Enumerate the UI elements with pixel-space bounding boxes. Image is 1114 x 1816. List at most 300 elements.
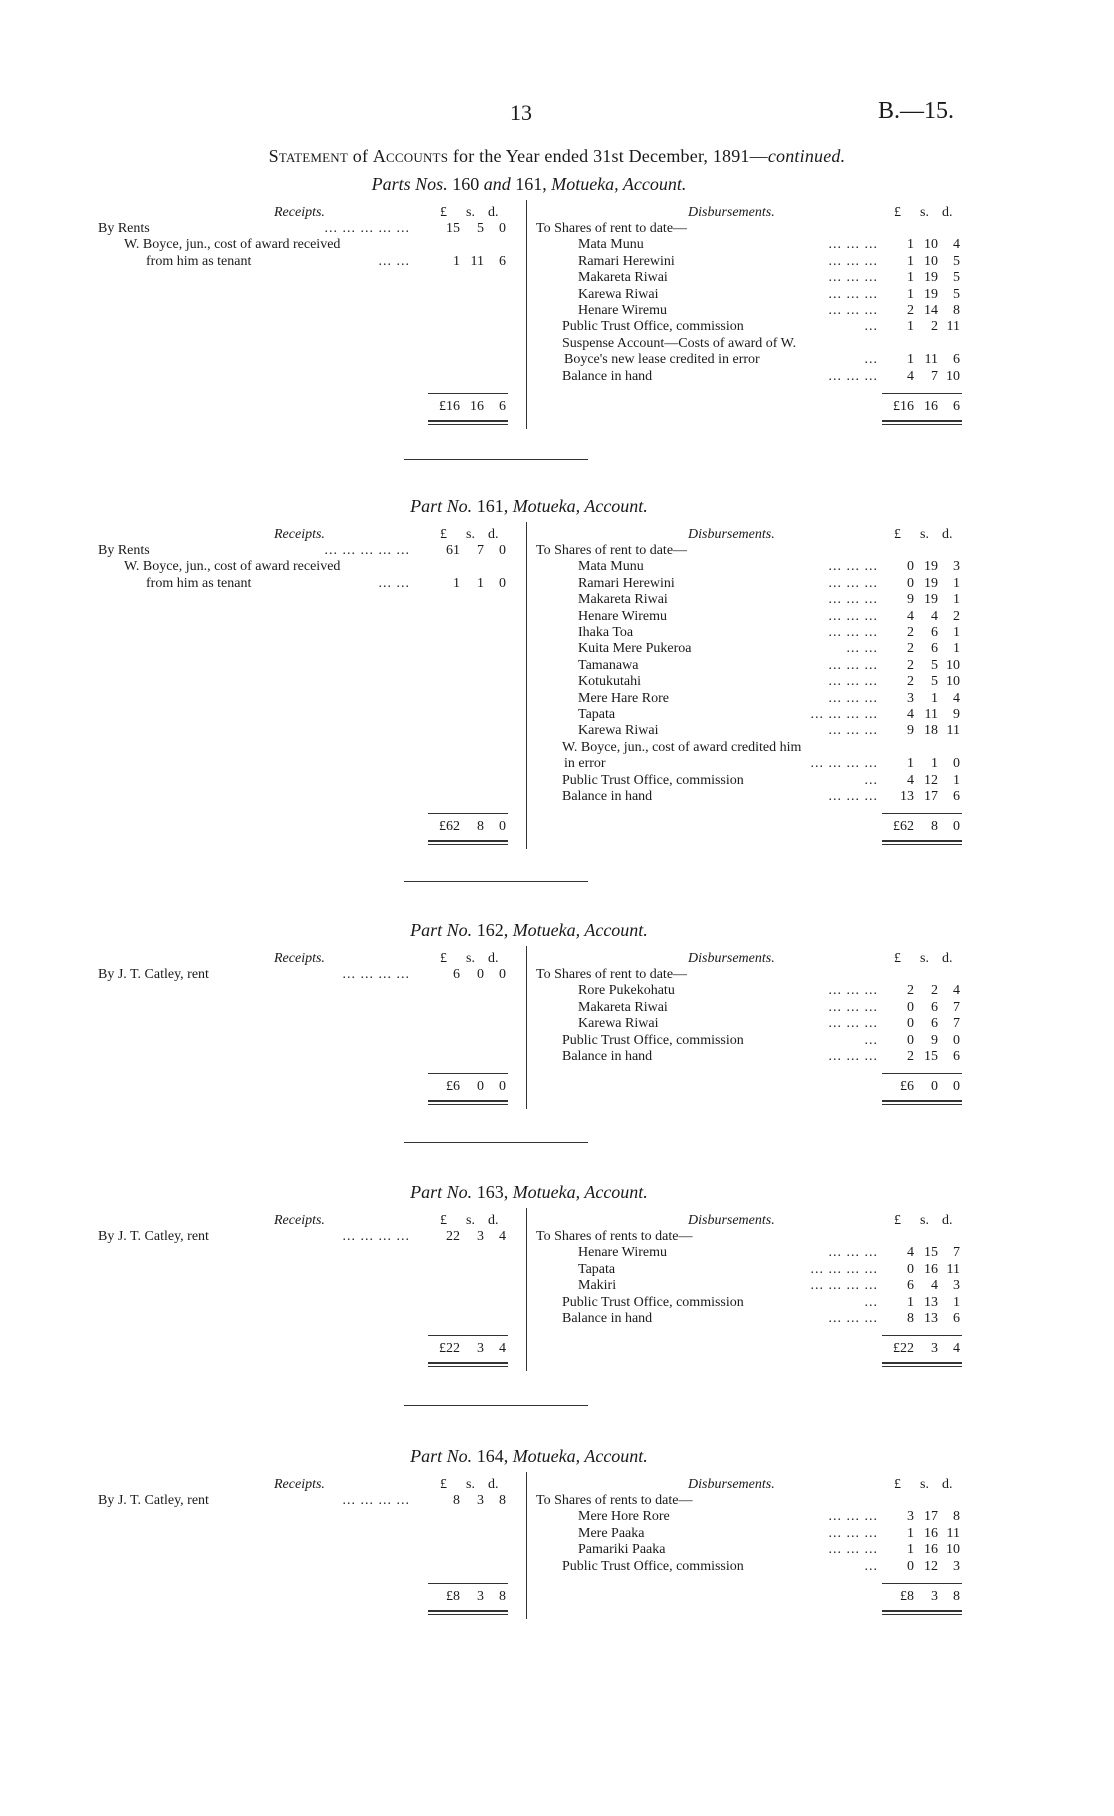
leader-dots: ... ... ... <box>828 559 878 575</box>
disbursements-total-pounds: £62 <box>893 819 914 834</box>
double-rule <box>428 1366 508 1367</box>
disbursement-amount-pence: 3 <box>953 1278 960 1294</box>
receipts-header: Receipts. <box>274 1477 325 1492</box>
disbursement-amount-shillings: 1 <box>931 756 938 772</box>
disbursement-amount-pence: 9 <box>953 707 960 722</box>
leader-dots: ... ... ... <box>828 789 878 804</box>
disbursement-amount-pence: 4 <box>953 690 960 706</box>
pence-heading: d. <box>942 1477 953 1492</box>
disbursement-amount-pounds: 13 <box>900 789 914 804</box>
section-title-suffix: Motueka, Account. <box>512 1446 648 1466</box>
section-title-suffix: Motueka, Account. <box>512 920 648 940</box>
receipt-amount-pounds: 1 <box>453 575 460 591</box>
leader-dots: ... <box>864 1294 878 1310</box>
pound-heading: £ <box>894 527 901 542</box>
section-title-suffix: Motueka, Account. <box>512 1182 648 1202</box>
column-divider <box>526 200 527 429</box>
receipt-amount-pence: 0 <box>499 221 506 236</box>
disbursement-amount <box>884 303 960 319</box>
disbursement-amount-pounds: 9 <box>907 592 914 608</box>
disbursements-total <box>884 399 960 415</box>
disbursement-amount-pence: 5 <box>953 286 960 302</box>
disbursement-amount-pence: 7 <box>953 999 960 1015</box>
disbursement-amount <box>884 773 960 789</box>
disbursement-amount-pence: 2 <box>953 608 960 624</box>
double-rule <box>428 1104 508 1105</box>
receipts-header: Receipts. <box>274 205 325 220</box>
disbursement-amount-pounds: 1 <box>907 286 914 302</box>
disbursements-total <box>884 819 960 835</box>
receipt-amount <box>430 559 506 575</box>
title-word-statement: Statement <box>268 146 349 166</box>
shilling-heading: s. <box>920 1213 929 1228</box>
disbursement-amount-pounds: 4 <box>907 1245 914 1261</box>
shilling-heading: s. <box>466 1213 475 1228</box>
disbursement-amount-pence: 6 <box>953 1311 960 1326</box>
disbursements-total-shillings: 3 <box>931 1341 938 1356</box>
total-rule <box>428 1583 508 1584</box>
leader-dots: ... ... ... ... ... <box>324 221 410 236</box>
disbursement-amount <box>884 641 960 657</box>
double-rule <box>428 420 508 422</box>
disbursement-amount-pence: 4 <box>953 237 960 253</box>
leader-dots: ... ... ... <box>828 608 878 624</box>
disbursement-amount-shillings: 2 <box>931 983 938 999</box>
disbursements-header: Disbursements. <box>688 1477 775 1492</box>
disbursement-amount <box>884 707 960 723</box>
receipts-header: Receipts. <box>274 951 325 966</box>
disbursement-amount-shillings: 19 <box>924 559 938 575</box>
disbursement-amount <box>884 625 960 641</box>
disbursement-amount-pounds: 0 <box>907 1032 914 1048</box>
disbursement-amount <box>884 740 960 756</box>
section-separator <box>404 1405 588 1406</box>
disbursement-amount-pence: 1 <box>953 1294 960 1310</box>
disbursement-amount-pence: 11 <box>946 1261 960 1277</box>
receipt-label: W. Boyce, jun., cost of award received <box>124 237 341 253</box>
pound-heading: £ <box>894 1213 901 1228</box>
section-title-number: 161, <box>476 496 509 516</box>
receipts-currency-header <box>428 527 504 543</box>
double-rule <box>882 1104 962 1105</box>
leader-dots: ... <box>864 352 878 368</box>
disbursement-label: Mata Munu <box>578 237 644 253</box>
disbursement-amount-shillings: 5 <box>931 674 938 690</box>
disbursement-amount-pounds: 4 <box>907 707 914 722</box>
disbursements-total-shillings: 0 <box>931 1079 938 1094</box>
section-title-number: 164, <box>476 1446 509 1466</box>
receipts-currency-header <box>428 951 504 967</box>
disbursement-amount <box>884 691 960 707</box>
disbursement-amount-pounds: 4 <box>907 772 914 788</box>
pence-heading: d. <box>942 951 953 966</box>
leader-dots: ... ... ... ... <box>342 967 410 982</box>
column-divider <box>526 1472 527 1619</box>
disbursement-amount-shillings: 15 <box>924 1049 938 1064</box>
disbursement-label: Balance in hand <box>562 1049 653 1064</box>
section-title-number-2: 161, <box>515 174 547 194</box>
disbursements-total-shillings: 3 <box>931 1588 938 1604</box>
receipt-amount-pounds: 22 <box>446 1229 460 1244</box>
disbursement-label: W. Boyce, jun., cost of award credited him <box>562 739 802 755</box>
pence-heading: d. <box>488 527 499 542</box>
receipts-header: Receipts. <box>274 1213 325 1228</box>
leader-dots: ... ... ... <box>828 625 878 640</box>
receipt-label: from him as tenant <box>146 253 252 269</box>
receipt-amount <box>430 237 506 253</box>
receipt-amount <box>430 254 506 270</box>
leader-dots: ... <box>864 772 878 788</box>
disbursement-label: Karewa Riwai <box>578 1016 659 1032</box>
leader-dots: ... ... ... <box>828 1525 878 1541</box>
section-title-suffix: Motueka, Account. <box>551 174 687 194</box>
disbursement-amount-pence: 10 <box>946 657 960 673</box>
disbursement-amount-pounds: 3 <box>907 1509 914 1525</box>
disbursement-label: Tapata <box>578 707 616 722</box>
disbursement-amount-pounds: 2 <box>907 983 914 999</box>
disbursements-header: Disbursements. <box>688 527 775 542</box>
disbursement-amount <box>884 1033 960 1049</box>
receipts-total-pence: 4 <box>499 1341 506 1356</box>
disbursement-amount-shillings: 19 <box>924 270 938 286</box>
column-divider <box>526 946 527 1109</box>
receipt-amount <box>430 967 506 983</box>
receipts-total <box>430 1079 506 1095</box>
title-of: of <box>348 146 373 166</box>
disbursement-amount-pounds: 1 <box>907 756 914 772</box>
disbursement-amount-pounds: 8 <box>907 1311 914 1326</box>
leader-dots: ... ... ... <box>828 575 878 591</box>
disbursement-amount-pence: 10 <box>946 1542 960 1558</box>
disbursement-amount <box>884 254 960 270</box>
section-title-number: 163, <box>476 1182 509 1202</box>
receipt-amount-shillings: 0 <box>477 967 484 982</box>
disbursement-amount-pence: 6 <box>953 789 960 804</box>
disbursement-label: Public Trust Office, commission <box>562 1558 744 1574</box>
disbursement-label: Balance in hand <box>562 1311 653 1326</box>
receipt-amount-shillings: 3 <box>477 1493 484 1508</box>
disbursement-amount <box>884 1000 960 1016</box>
disbursement-amount <box>884 723 960 739</box>
receipts-currency-header <box>428 205 504 221</box>
leader-dots: ... <box>864 1032 878 1048</box>
disbursement-label: To Shares of rents to date— <box>536 1493 693 1508</box>
double-rule <box>882 840 962 842</box>
disbursement-amount-pounds: 0 <box>907 559 914 575</box>
double-rule <box>428 844 508 845</box>
disbursement-label: Henare Wiremu <box>578 303 667 318</box>
disbursement-amount-shillings: 19 <box>924 592 938 608</box>
pound-heading: £ <box>440 1213 447 1228</box>
receipts-total <box>430 819 506 835</box>
disbursement-amount <box>884 1509 960 1525</box>
receipt-label: W. Boyce, jun., cost of award received <box>124 559 341 575</box>
disbursements-total-shillings: 8 <box>931 819 938 834</box>
receipt-amount-pence: 8 <box>499 1493 506 1508</box>
section-title-prefix: Part No. <box>410 1446 473 1466</box>
disbursement-amount-pence: 3 <box>953 1558 960 1574</box>
disbursement-amount-shillings: 15 <box>924 1245 938 1261</box>
double-rule <box>882 420 962 422</box>
disbursement-label: Makareta Riwai <box>578 270 668 286</box>
leader-dots: ... ... ... ... <box>810 1261 878 1277</box>
disbursement-amount <box>884 543 960 559</box>
disbursement-amount <box>884 1311 960 1327</box>
receipts-total <box>430 1341 506 1357</box>
receipt-amount-pence: 0 <box>499 967 506 982</box>
leader-dots: ... ... ... ... <box>810 707 878 722</box>
disbursements-header: Disbursements. <box>688 1213 775 1228</box>
receipt-label: from him as tenant <box>146 575 252 591</box>
disbursement-amount <box>884 1542 960 1558</box>
double-rule <box>428 1614 508 1615</box>
disbursement-amount-pounds: 0 <box>907 1016 914 1032</box>
disbursements-currency-header <box>882 205 958 221</box>
disbursement-label: Mere Hore Rore <box>578 1509 670 1525</box>
receipts-total-pounds: £8 <box>446 1588 460 1604</box>
disbursement-amount <box>884 1493 960 1509</box>
disbursements-total-pence: 6 <box>953 398 960 414</box>
double-rule <box>882 844 962 845</box>
disbursement-amount-pence: 4 <box>953 983 960 999</box>
double-rule <box>428 1610 508 1612</box>
disbursement-amount-pence: 8 <box>953 303 960 318</box>
section-title-prefix: Part No. <box>410 496 473 516</box>
leader-dots: ... ... ... <box>828 983 878 999</box>
disbursements-currency-header <box>882 1213 958 1229</box>
disbursement-amount <box>884 1245 960 1261</box>
receipt-label: By J. T. Catley, rent <box>98 1229 209 1244</box>
disbursements-total <box>884 1589 960 1605</box>
disbursement-amount <box>884 369 960 385</box>
disbursement-amount <box>884 1049 960 1065</box>
disbursement-amount <box>884 287 960 303</box>
disbursement-amount <box>884 967 960 983</box>
disbursement-label: Karewa Riwai <box>578 723 659 739</box>
disbursement-label: Balance in hand <box>562 789 653 804</box>
leader-dots: ... ... ... ... <box>342 1493 410 1508</box>
receipt-label: By J. T. Catley, rent <box>98 967 209 982</box>
section-title-suffix: Motueka, Account. <box>512 496 648 516</box>
disbursement-amount-pounds: 0 <box>907 1558 914 1574</box>
double-rule <box>428 1100 508 1102</box>
disbursement-amount-pounds: 1 <box>907 237 914 253</box>
disbursement-amount <box>884 592 960 608</box>
disbursement-amount-shillings: 10 <box>924 253 938 269</box>
disbursement-amount-shillings: 6 <box>931 641 938 657</box>
receipts-total-shillings: 0 <box>477 1079 484 1094</box>
section-separator <box>404 1142 588 1143</box>
disbursement-amount-shillings: 14 <box>924 303 938 318</box>
disbursement-amount-pounds: 1 <box>907 253 914 269</box>
disbursement-amount <box>884 1016 960 1032</box>
leader-dots: ... <box>864 319 878 335</box>
disbursement-amount-shillings: 17 <box>924 1509 938 1525</box>
leader-dots: ... ... ... <box>828 368 878 384</box>
disbursement-amount <box>884 609 960 625</box>
section-separator <box>404 459 588 460</box>
section-title <box>98 1446 960 1467</box>
leader-dots: ... ... ... <box>828 723 878 739</box>
disbursement-label: Kuita Mere Pukeroa <box>578 641 692 657</box>
section-title <box>98 1182 960 1203</box>
leader-dots: ... ... ... <box>828 1245 878 1261</box>
disbursement-amount <box>884 1526 960 1542</box>
disbursements-total-pence: 0 <box>953 819 960 834</box>
receipts-currency-header <box>428 1213 504 1229</box>
disbursement-label: Boyce's new lease credited in error <box>564 352 760 368</box>
disbursement-amount-pence: 6 <box>953 1049 960 1064</box>
receipt-label: By J. T. Catley, rent <box>98 1493 209 1508</box>
section-title-prefix: Part No. <box>410 1182 473 1202</box>
disbursement-amount-pounds: 0 <box>907 999 914 1015</box>
disbursement-amount-pounds: 9 <box>907 723 914 739</box>
disbursement-label: Suspense Account—Costs of award of W. <box>562 335 797 351</box>
leader-dots: ... ... ... <box>828 1016 878 1032</box>
receipt-amount-shillings: 11 <box>470 253 484 269</box>
shilling-heading: s. <box>920 951 929 966</box>
leader-dots: ... ... ... ... <box>342 1229 410 1244</box>
disbursement-amount <box>884 756 960 772</box>
disbursement-amount-shillings: 16 <box>924 1525 938 1541</box>
pound-heading: £ <box>894 205 901 220</box>
disbursement-amount-shillings: 19 <box>924 575 938 591</box>
disbursement-amount <box>884 1262 960 1278</box>
section-separator <box>404 881 588 882</box>
disbursement-amount-shillings: 12 <box>924 1558 938 1574</box>
disbursement-amount <box>884 658 960 674</box>
disbursement-amount <box>884 559 960 575</box>
disbursement-amount-shillings: 11 <box>924 707 938 722</box>
disbursements-total-pounds: £22 <box>893 1341 914 1356</box>
disbursement-label: To Shares of rent to date— <box>536 221 688 236</box>
disbursement-amount-pence: 1 <box>953 641 960 657</box>
total-rule <box>428 393 508 394</box>
disbursement-amount-pence: 11 <box>946 1525 960 1541</box>
pence-heading: d. <box>942 205 953 220</box>
statement-title <box>0 146 1114 167</box>
disbursement-amount-shillings: 1 <box>931 690 938 706</box>
total-rule <box>882 393 962 394</box>
receipt-amount-pence: 4 <box>499 1229 506 1244</box>
receipt-amount <box>430 576 506 592</box>
double-rule <box>882 1362 962 1364</box>
leader-dots: ... ... ... <box>828 1509 878 1525</box>
disbursement-label: Mata Munu <box>578 559 644 575</box>
disbursement-amount-shillings: 6 <box>931 1016 938 1032</box>
receipt-amount-shillings: 7 <box>477 543 484 558</box>
leader-dots: ... ... ... <box>828 1049 878 1064</box>
receipts-total-shillings: 3 <box>477 1588 484 1604</box>
leader-dots: ... ... ... <box>828 286 878 302</box>
disbursement-amount-shillings: 4 <box>931 1278 938 1294</box>
disbursement-amount-shillings: 2 <box>931 319 938 335</box>
disbursement-label: Pamariki Paaka <box>578 1542 666 1558</box>
disbursement-amount-pounds: 0 <box>907 1261 914 1277</box>
disbursement-label: Henare Wiremu <box>578 608 667 624</box>
disbursement-amount-shillings: 7 <box>931 368 938 384</box>
receipt-amount-pence: 0 <box>499 575 506 591</box>
disbursements-total-pounds: £8 <box>900 1588 914 1604</box>
disbursements-total-pence: 0 <box>953 1079 960 1094</box>
disbursement-amount-pence: 7 <box>953 1016 960 1032</box>
disbursement-amount-pence: 1 <box>953 772 960 788</box>
double-rule <box>882 1614 962 1615</box>
disbursement-label: Tapata <box>578 1261 616 1277</box>
total-rule <box>428 813 508 814</box>
leader-dots: ... ... ... <box>828 999 878 1015</box>
disbursement-amount <box>884 1559 960 1575</box>
disbursement-amount-pounds: 2 <box>907 1049 914 1064</box>
section-title-prefix: Parts Nos. <box>371 174 448 194</box>
shilling-heading: s. <box>466 1477 475 1492</box>
disbursement-label: Henare Wiremu <box>578 1245 667 1261</box>
disbursement-amount-pounds: 2 <box>907 303 914 318</box>
receipts-total-shillings: 8 <box>477 819 484 834</box>
receipts-header: Receipts. <box>274 527 325 542</box>
pence-heading: d. <box>942 527 953 542</box>
receipt-amount <box>430 1229 506 1245</box>
disbursements-total-pence: 8 <box>953 1588 960 1604</box>
disbursement-amount <box>884 352 960 368</box>
pound-heading: £ <box>440 951 447 966</box>
leader-dots: ... ... ... <box>828 690 878 706</box>
shilling-heading: s. <box>466 527 475 542</box>
disbursement-amount-shillings: 12 <box>924 772 938 788</box>
disbursement-amount <box>884 789 960 805</box>
receipts-total-pounds: £22 <box>439 1341 460 1356</box>
disbursement-amount-pounds: 2 <box>907 657 914 673</box>
disbursement-amount-pence: 10 <box>946 674 960 690</box>
disbursement-amount <box>884 1229 960 1245</box>
disbursement-label: in error <box>564 756 606 772</box>
disbursement-amount-shillings: 4 <box>931 608 938 624</box>
double-rule <box>882 1100 962 1102</box>
double-rule <box>428 840 508 842</box>
receipt-amount-shillings: 5 <box>477 221 484 236</box>
pound-heading: £ <box>894 1477 901 1492</box>
disbursement-amount-pence: 5 <box>953 270 960 286</box>
page-number: 13 <box>510 100 532 125</box>
title-continued: continued. <box>767 146 846 166</box>
receipt-amount-pounds: 8 <box>453 1493 460 1508</box>
document-reference: B.—15. <box>878 98 955 124</box>
total-rule <box>882 813 962 814</box>
shilling-heading: s. <box>920 1477 929 1492</box>
disbursement-label: Makiri <box>578 1278 617 1294</box>
leader-dots: ... ... ... <box>828 1311 878 1326</box>
receipt-amount-pence: 6 <box>499 253 506 269</box>
pence-heading: d. <box>488 1213 499 1228</box>
disbursement-amount-shillings: 9 <box>931 1032 938 1048</box>
disbursement-amount <box>884 674 960 690</box>
disbursements-header: Disbursements. <box>688 951 775 966</box>
receipt-amount-pounds: 61 <box>446 543 460 558</box>
disbursement-amount <box>884 576 960 592</box>
disbursement-label: Kotukutahi <box>578 674 641 690</box>
disbursement-amount-pence: 1 <box>953 592 960 608</box>
pound-heading: £ <box>440 1477 447 1492</box>
leader-dots: ... ... ... <box>828 303 878 318</box>
disbursement-amount-shillings: 19 <box>924 286 938 302</box>
disbursements-total <box>884 1079 960 1095</box>
disbursement-amount-pounds: 1 <box>907 1294 914 1310</box>
total-rule <box>882 1583 962 1584</box>
leader-dots: ... <box>864 1558 878 1574</box>
disbursement-amount-pence: 0 <box>953 756 960 772</box>
disbursement-amount-pounds: 2 <box>907 641 914 657</box>
disbursement-amount <box>884 983 960 999</box>
